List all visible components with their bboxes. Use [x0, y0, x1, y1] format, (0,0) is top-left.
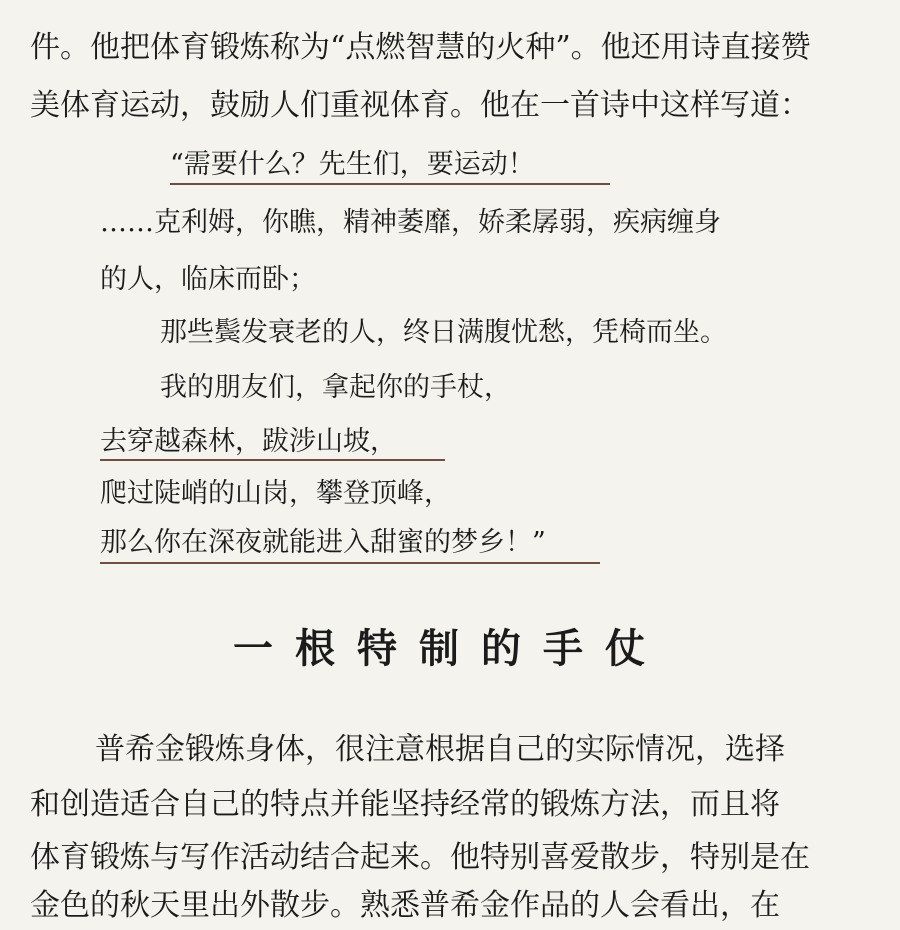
poem-line-6: 去穿越森林，跋涉山坡，: [100, 426, 397, 457]
paragraph-line-2: 和创造适合自己的特点并能坚持经常的锻炼方法，而且将: [30, 787, 780, 822]
paragraph-line-1: 普希金锻炼身体，很注意根据自己的实际情况，选择: [95, 732, 785, 767]
section-heading: 一根特制的手仗: [233, 626, 667, 672]
poem-line-3: 的人，临床而卧；: [100, 264, 316, 295]
intro-line-1: 件。他把体育锻炼称为“点燃智慧的火种”。他还用诗直接赞: [30, 30, 811, 65]
paragraph-line-4: 金色的秋天里出外散步。熟悉普希金作品的人会看出，在: [30, 888, 780, 923]
poem-line-8: 那么你在深夜就能进入甜蜜的梦乡！”: [100, 527, 546, 558]
poem-line-2: ……克利姆，你瞧，精神萎靡，娇柔孱弱，疾病缠身: [100, 207, 721, 238]
poem-line-4: 那些鬓发衰老的人，终日满腹忧愁，凭椅而坐。: [160, 317, 727, 348]
poem-line-5: 我的朋友们，拿起你的手杖，: [160, 372, 511, 403]
poem-line-1-underline: [170, 183, 610, 185]
poem-line-8-underline: [100, 562, 600, 564]
poem-line-7: 爬过陡峭的山岗，攀登顶峰，: [100, 478, 451, 509]
intro-line-2: 美体育运动，鼓励人们重视体育。他在一首诗中这样写道：: [30, 88, 810, 123]
paragraph-line-3: 体育锻炼与写作活动结合起来。他特别喜爱散步，特别是在: [30, 840, 810, 875]
poem-line-1: “需要什么？先生们，要运动！: [170, 149, 535, 180]
poem-line-6-underline: [100, 459, 445, 461]
